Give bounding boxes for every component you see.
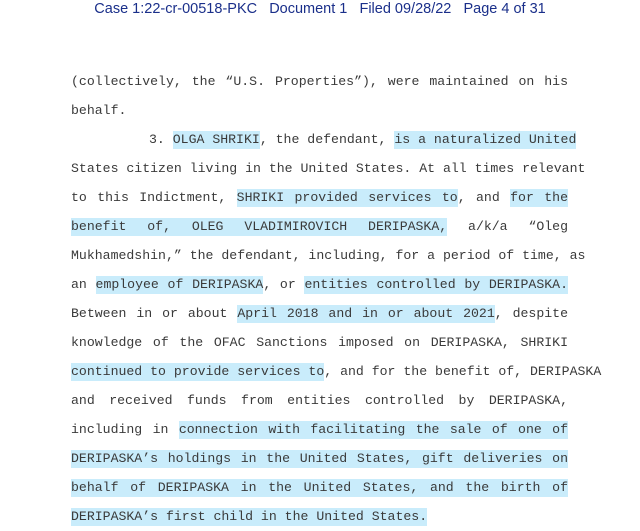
text-line — [71, 299, 568, 328]
line-text: 3. — [149, 132, 173, 147]
line-text: , the defendant, — [259, 132, 395, 147]
highlighted-text: is a naturalized United — [394, 132, 577, 147]
text-line — [71, 183, 568, 212]
line-text: Between in or about — [71, 306, 238, 321]
line-text: and received funds from entities controlled by DERIPASKA, — [71, 393, 568, 408]
line-text: Mukhamedshin,” the defendant, including, for a period of time, as — [71, 248, 586, 263]
text-line — [71, 502, 568, 531]
line-text: to this Indictment, — [71, 190, 237, 205]
line-text: behalf. — [71, 103, 127, 118]
highlighted-text: employee of DERIPASKA — [95, 277, 264, 292]
line-text: States citizen living in the United States. At all times relevant — [71, 161, 586, 176]
highlighted-text: DERIPASKA’s first child in the United States. — [71, 509, 428, 524]
filed-date: Filed 09/28/22 — [359, 1, 452, 17]
highlighted-text: April 2018 and in or about 2021 — [237, 306, 495, 321]
page-number: Page 4 of 31 — [463, 1, 546, 17]
case-number: Case 1:22-cr-00518-PKC — [94, 1, 258, 17]
line-text: an — [71, 277, 96, 292]
highlighted-text: SHRIKI provided services to — [236, 190, 458, 205]
text-line — [71, 241, 586, 270]
text-line — [71, 67, 568, 96]
text-line — [71, 212, 568, 241]
text-line — [71, 125, 577, 154]
text-line — [71, 270, 568, 299]
text-line — [71, 96, 568, 125]
line-text: , and — [457, 190, 511, 205]
line-text: a/k/a “Oleg — [447, 219, 569, 234]
line-text: , despite — [494, 306, 569, 321]
highlighted-text: behalf of DERIPASKA in the United States, and the birth of — [71, 480, 568, 495]
highlighted-text: DERIPASKA’s holdings in the United States, gift deliveries on — [71, 451, 568, 466]
highlighted-text: entities controlled by DERIPASKA. — [304, 277, 568, 292]
highlighted-text: connection with facilitating the sale of one of — [178, 422, 568, 437]
highlighted-text: OLGA SHRIKI — [172, 132, 260, 147]
highlighted-text: benefit of, OLEG VLADIMIROVICH DERIPASKA, — [71, 219, 448, 234]
line-text: including in — [71, 422, 179, 437]
line-text: , and for the benefit of, DERIPASKA — [324, 364, 602, 379]
line-text: (collectively, the “U.S. Properties”), were maintained on his — [71, 74, 568, 89]
highlighted-text: continued to provide services to — [71, 364, 325, 379]
line-text: , or — [263, 277, 305, 292]
text-line — [71, 444, 568, 473]
text-line — [71, 386, 568, 415]
text-line — [71, 154, 586, 183]
text-line — [71, 357, 602, 386]
line-text: knowledge of the OFAC Sanctions imposed on DERIPASKA, SHRIKI — [71, 335, 568, 350]
document-body — [71, 67, 602, 531]
highlighted-text: for the — [510, 190, 568, 205]
case-header — [0, 0, 640, 20]
text-line — [71, 473, 568, 502]
document-number: Document 1 — [269, 1, 348, 17]
text-line — [71, 415, 568, 444]
text-line — [71, 328, 568, 357]
